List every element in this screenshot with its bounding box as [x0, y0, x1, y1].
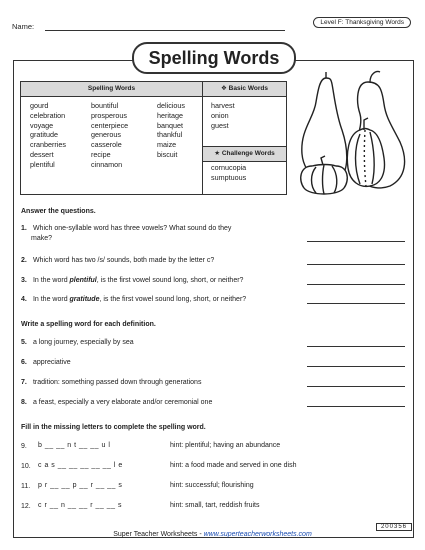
section-answer-questions-heading: Answer the questions. — [21, 208, 96, 215]
section-definitions-heading: Write a spelling word for each definition. — [21, 321, 156, 328]
word: delicious — [157, 101, 185, 110]
word: voyage — [30, 120, 54, 130]
word: cranberries — [30, 140, 66, 150]
question-4: 4. In the word gratitude, is the first vowel sound long, short, or neither? — [21, 296, 247, 303]
fill-in-9-hint: hint: plentiful; having an abundance — [170, 442, 281, 449]
basic-words-column — [211, 101, 235, 130]
pumpkin-icon — [301, 165, 348, 195]
footer-url-link[interactable]: www.superteacherworksheets.com — [203, 531, 312, 538]
challenge-words-column — [211, 163, 246, 183]
word: generous — [91, 130, 121, 140]
word: celebration — [30, 110, 66, 120]
answer-line-4[interactable] — [307, 303, 405, 304]
word-box-divider — [202, 82, 203, 194]
word: biscuit — [157, 149, 178, 159]
fill-in-11-hint: hint: successful; flourishing — [170, 482, 254, 489]
fill-in-11-number: 11. — [21, 483, 31, 490]
word-column-1 — [30, 101, 66, 170]
word: dessert — [30, 149, 54, 159]
gourds-illustration — [290, 68, 410, 196]
question-1: 1. Which one-syllable word has three vowels? What sound do they make? — [21, 225, 232, 242]
answer-line-5[interactable] — [307, 346, 405, 347]
question-3: 3. In the word plentiful, is the first vowel sound long, short, or neither? — [21, 277, 244, 284]
word: thankful — [157, 130, 183, 140]
word: heritage — [157, 110, 183, 120]
word: banquet — [157, 120, 183, 130]
answer-line-7[interactable] — [307, 386, 405, 387]
question-5: 5. a long journey, especially by sea — [21, 339, 134, 346]
word: sumptuous — [211, 172, 247, 182]
word-column-2 — [91, 101, 128, 170]
fill-in-12-number: 12. — [21, 503, 31, 510]
name-label: Name: — [12, 22, 35, 31]
fill-in-9-pattern[interactable]: b __ __ n t __ __ u l — [38, 442, 111, 449]
answer-line-1[interactable] — [307, 241, 405, 242]
footer-brand: Super Teacher Worksheets - — [113, 531, 204, 538]
word: recipe — [91, 149, 111, 159]
fill-in-12-pattern[interactable]: c r __ n __ __ r __ __ s — [38, 502, 122, 509]
question-7: 7. tradition: something passed down through generations — [21, 379, 202, 386]
word: gratitude — [30, 130, 58, 140]
word: prosperous — [91, 110, 127, 120]
word: cornucopia — [211, 163, 247, 172]
word: cinnamon — [91, 159, 123, 169]
challenge-words-header: ★ Challenge Words — [203, 146, 286, 162]
word: casserole — [91, 140, 122, 150]
fill-in-11-pattern[interactable]: p r __ __ p __ r __ __ s — [38, 482, 123, 489]
basic-words-header: ❖ Basic Words — [203, 82, 286, 97]
word: centerpiece — [91, 120, 129, 130]
page-title: Spelling Words — [132, 42, 296, 74]
name-answer-line[interactable] — [45, 30, 285, 31]
answer-line-8[interactable] — [307, 406, 405, 407]
word: maize — [157, 140, 177, 150]
question-8: 8. a feast, especially a very elaborate and/or ceremonial one — [21, 399, 213, 406]
question-6: 6. appreciative — [21, 359, 71, 366]
fill-in-12-hint: hint: small, tart, reddish fruits — [170, 502, 260, 509]
answer-line-6[interactable] — [307, 366, 405, 367]
word: onion — [211, 110, 229, 120]
level-tag: Level F: Thanksgiving Words — [313, 17, 411, 28]
word-box — [20, 81, 287, 195]
fill-in-10-number: 10. — [21, 463, 31, 470]
fill-in-10-pattern[interactable]: c a s __ __ __ __ __ l e — [38, 462, 123, 469]
answer-line-2[interactable] — [307, 264, 405, 265]
word: guest — [211, 120, 229, 130]
spelling-words-header: Spelling Words — [21, 82, 202, 97]
footer — [0, 531, 425, 538]
worksheet-code: 200356 — [376, 523, 412, 531]
section-fill-in-heading: Fill in the missing letters to complete the spelling word. — [21, 424, 206, 431]
word: harvest — [211, 101, 235, 110]
fill-in-9-number: 9. — [21, 443, 27, 450]
word: gourd — [30, 101, 49, 110]
answer-line-3[interactable] — [307, 284, 405, 285]
word: bountiful — [91, 101, 119, 110]
word: plentiful — [30, 159, 55, 169]
fill-in-10-hint: hint: a food made and served in one dish — [170, 462, 297, 469]
question-2: 2. Which word has two /s/ sounds, both made by the letter c? — [21, 257, 215, 264]
word-column-3 — [157, 101, 185, 160]
